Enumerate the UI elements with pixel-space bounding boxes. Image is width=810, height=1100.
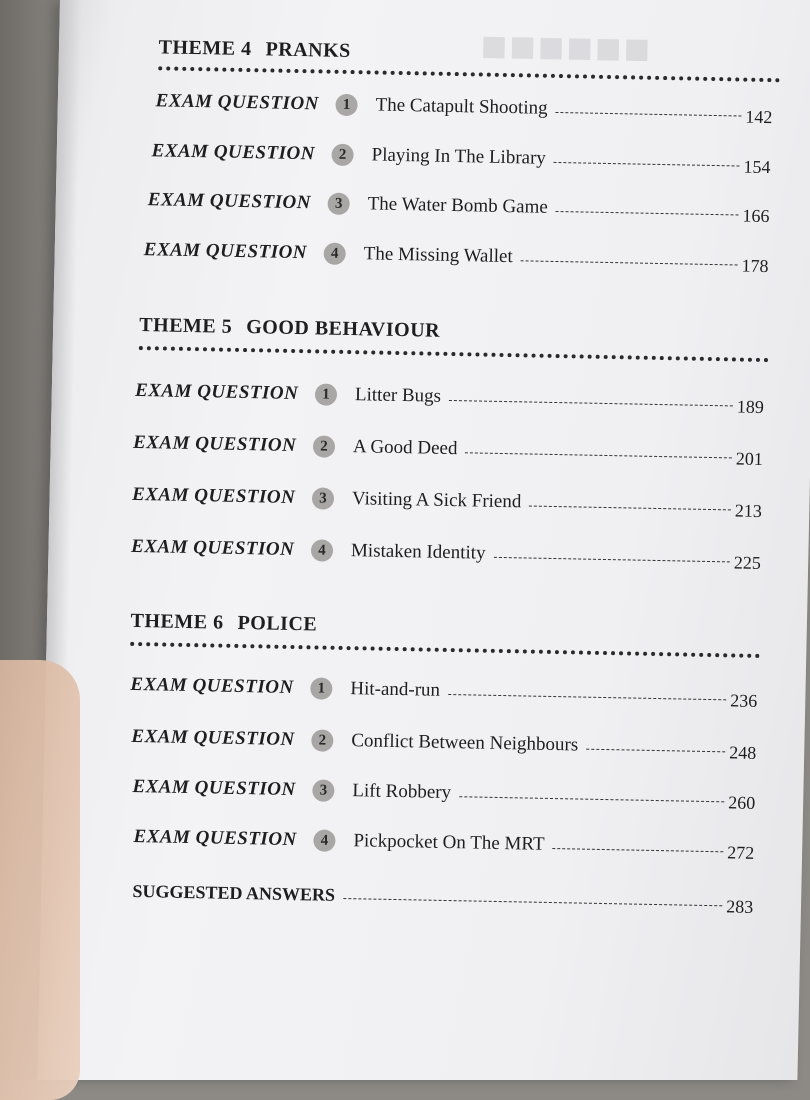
theme-6-heading (130, 610, 770, 645)
entry-title: The Water Bomb Game (367, 193, 548, 218)
exam-question-label: EXAM QUESTION (134, 379, 299, 405)
entry-title: The Missing Wallet (363, 243, 513, 268)
show-through-heading: ■■■■■■ (478, 21, 651, 74)
number-badge: 4 (323, 243, 345, 265)
entry-title: Mistaken Identity (350, 540, 486, 564)
page-number: 178 (741, 255, 769, 276)
theme-text: POLICE (237, 611, 318, 636)
entry-title: Playing In The Library (371, 144, 547, 169)
dot-leader (554, 161, 740, 166)
entry-title: Lift Robbery (352, 780, 452, 804)
exam-question-label: EXAM QUESTION (143, 239, 308, 264)
number-badge: 3 (312, 779, 334, 801)
page-number: 272 (727, 841, 755, 863)
number-badge: 2 (311, 729, 333, 751)
dot-leader (521, 260, 738, 265)
number-badge: 3 (327, 193, 349, 215)
theme-text: THEME 6 (130, 609, 224, 634)
entry-title: A Good Deed (352, 436, 458, 460)
theme-text: PRANKS (265, 38, 351, 63)
page-number: 142 (745, 106, 773, 127)
number-badge: 2 (313, 435, 335, 457)
exam-question-label: EXAM QUESTION (130, 673, 294, 699)
theme-text: THEME 5 (139, 314, 233, 338)
exam-question-label: EXAM QUESTION (131, 483, 296, 509)
dot-leader (459, 796, 724, 802)
exam-question-label: EXAM QUESTION (133, 825, 297, 851)
exam-question-label: EXAM QUESTION (132, 775, 296, 801)
exam-question-label: EXAM QUESTION (131, 725, 295, 751)
dot-leader (552, 848, 723, 852)
toc-entry[interactable] (132, 480, 765, 522)
dot-leader (465, 452, 731, 458)
dot-leader (586, 748, 725, 752)
page-number: 260 (728, 791, 756, 813)
dot-leader (556, 210, 739, 215)
dot-leader (448, 693, 726, 699)
exam-question-label: EXAM QUESTION (132, 431, 297, 457)
toc-entry[interactable] (155, 86, 775, 128)
page-number: 189 (736, 395, 765, 417)
page-number: 154 (743, 156, 771, 177)
number-badge: 2 (331, 144, 353, 166)
entry-title: Litter Bugs (354, 384, 442, 407)
page-number: 213 (734, 499, 763, 521)
entry-title: SUGGESTED ANSWERS (132, 880, 336, 905)
theme-text: GOOD BEHAVIOUR (246, 316, 441, 342)
suggested-answers-entry[interactable] (132, 876, 756, 918)
theme-6-divider (130, 642, 760, 658)
exam-question-label: EXAM QUESTION (151, 140, 316, 165)
toc-entry[interactable] (133, 822, 757, 864)
theme-5-divider (139, 346, 769, 362)
entry-title: Conflict Between Neighbours (351, 730, 579, 756)
exam-question-label: EXAM QUESTION (155, 90, 320, 115)
toc-entry[interactable] (133, 428, 766, 470)
theme-text: THEME 4 (158, 36, 252, 61)
toc-entry[interactable] (147, 185, 772, 227)
dot-leader (556, 111, 742, 116)
exam-question-label: EXAM QUESTION (147, 189, 312, 214)
toc-entry[interactable] (130, 670, 760, 712)
exam-question-label: EXAM QUESTION (130, 535, 295, 561)
dot-leader (529, 505, 731, 510)
dot-leader (449, 399, 733, 405)
entry-title: Hit-and-run (350, 678, 441, 701)
entry-title: Visiting A Sick Friend (351, 488, 522, 513)
toc-entry[interactable] (131, 532, 764, 574)
toc-entry[interactable] (151, 136, 773, 178)
number-badge: 3 (312, 487, 334, 509)
page-number: 166 (742, 205, 770, 226)
toc-entry[interactable] (135, 376, 767, 418)
page-number: 201 (735, 447, 764, 469)
number-badge: 4 (313, 829, 335, 851)
toc-entry[interactable] (132, 772, 758, 814)
number-badge: 1 (315, 383, 337, 405)
page-number: 283 (726, 895, 754, 917)
theme-5-heading (139, 314, 779, 349)
page-number: 236 (730, 689, 758, 711)
page-number: 248 (729, 741, 757, 763)
dot-leader (493, 556, 729, 562)
entry-title: The Catapult Shooting (375, 94, 548, 119)
number-badge: 4 (311, 539, 333, 561)
toc-entry[interactable] (131, 722, 759, 764)
entry-title: Pickpocket On The MRT (353, 830, 545, 855)
page-number: 225 (733, 551, 762, 573)
toc-entry[interactable] (143, 235, 771, 277)
dot-leader (343, 898, 722, 906)
number-badge: 1 (310, 677, 332, 699)
number-badge: 1 (335, 94, 357, 116)
